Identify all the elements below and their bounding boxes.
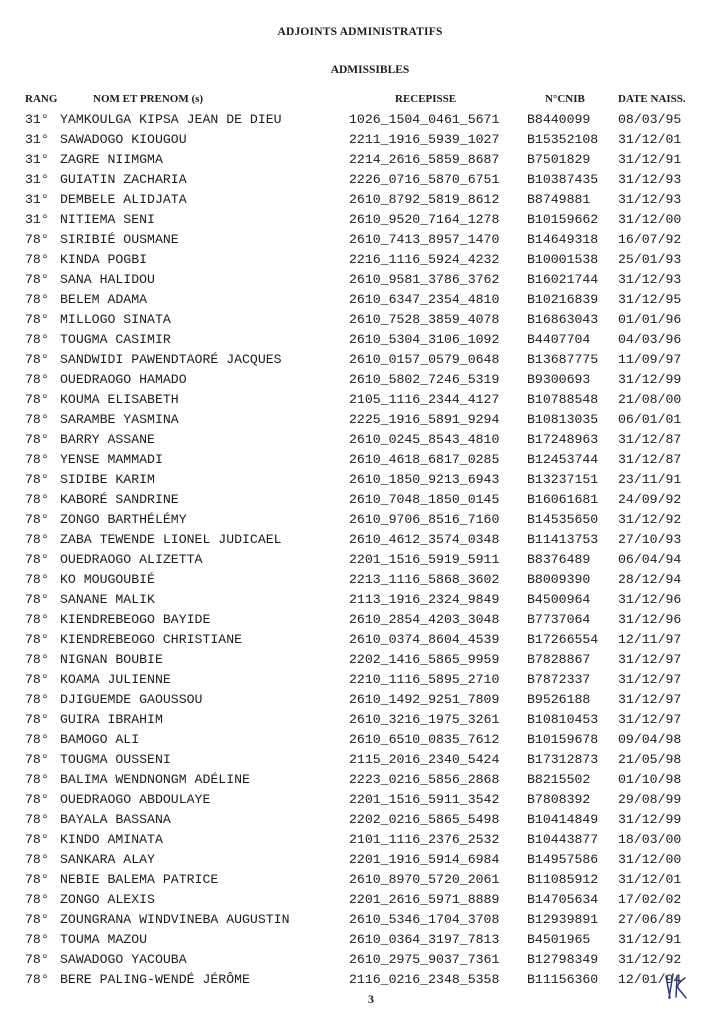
row-receipt: 2610_2975_9037_7361 [349,952,500,967]
row-birth-date: 16/07/92 [618,232,682,247]
row-name: SIRIBIÉ OUSMANE [60,232,179,247]
row-receipt: 2610_6510_0835_7612 [349,732,500,747]
row-cnib: B13687775 [527,352,599,367]
row-name: BAMOGO ALI [60,732,140,747]
row-birth-date: 28/12/94 [618,572,682,587]
row-rank: 31° [25,152,49,167]
table-row [0,630,720,650]
row-name: ZOUNGRANA WINDVINEBA AUGUSTIN [60,912,290,927]
row-birth-date: 01/10/98 [618,772,682,787]
row-cnib: B10001538 [527,252,599,267]
row-cnib: B8215502 [527,772,591,787]
row-receipt: 2113_1916_2324_9849 [349,592,500,607]
row-receipt: 2225_1916_5891_9294 [349,412,500,427]
row-birth-date: 31/12/87 [618,452,682,467]
row-name: BALIMA WENDNONGM ADÉLINE [60,772,250,787]
row-birth-date: 31/12/91 [618,152,682,167]
table-row [0,850,720,870]
table-row [0,450,720,470]
row-rank: 78° [25,852,49,867]
row-name: KINDA POGBI [60,252,148,267]
row-receipt: 2610_9520_7164_1278 [349,212,500,227]
row-birth-date: 11/09/97 [618,352,682,367]
table-row [0,730,720,750]
table-row [0,370,720,390]
row-birth-date: 21/05/98 [618,752,682,767]
row-name: KIENDREBEOGO BAYIDE [60,612,211,627]
table-row [0,610,720,630]
column-header-date: DATE NAISS. [618,93,686,105]
table-row [0,550,720,570]
row-rank: 78° [25,432,49,447]
row-birth-date: 31/12/93 [618,192,682,207]
row-name: DJIGUEMDE GAOUSSOU [60,692,203,707]
table-row [0,510,720,530]
row-cnib: B17248963 [527,432,599,447]
row-birth-date: 31/12/97 [618,692,682,707]
row-name: MILLOGO SINATA [60,312,171,327]
row-receipt: 2101_1116_2376_2532 [349,832,500,847]
row-receipt: 2610_0364_3197_7813 [349,932,500,947]
row-name: ZAGRE NIIMGMA [60,152,163,167]
row-cnib: B4407704 [527,332,591,347]
row-rank: 78° [25,272,49,287]
row-birth-date: 31/12/93 [618,172,682,187]
row-cnib: B10216839 [527,292,599,307]
row-receipt: 2211_1916_5939_1027 [349,132,500,147]
row-birth-date: 31/12/00 [618,852,682,867]
table-row [0,830,720,850]
row-cnib: B10443877 [527,832,599,847]
row-cnib: B16021744 [527,272,599,287]
row-cnib: B10159678 [527,732,599,747]
column-header-cnib: N°CNIB [545,93,585,105]
column-header-rang: RANG [25,93,58,105]
row-name: KO MOUGOUBIÉ [60,572,155,587]
row-name: SANA HALIDOU [60,272,155,287]
row-cnib: B10414849 [527,812,599,827]
row-receipt: 2610_7048_1850_0145 [349,492,500,507]
row-birth-date: 04/03/96 [618,332,682,347]
row-receipt: 2105_1116_2344_4127 [349,392,500,407]
row-cnib: B7808392 [527,792,591,807]
row-rank: 78° [25,892,49,907]
row-cnib: B14649318 [527,232,599,247]
table-row [0,970,720,990]
row-rank: 78° [25,352,49,367]
row-birth-date: 31/12/99 [618,372,682,387]
row-name: ZONGO BARTHÉLÉMY [60,512,187,527]
row-birth-date: 31/12/92 [618,512,682,527]
row-birth-date: 31/12/96 [618,592,682,607]
row-birth-date: 08/03/95 [618,112,682,127]
row-cnib: B10813035 [527,412,599,427]
row-name: GUIATIN ZACHARIA [60,172,187,187]
table-row [0,710,720,730]
row-cnib: B7828867 [527,652,591,667]
column-header-nom: NOM ET PRENOM (s) [93,93,204,105]
row-name: TOUGMA OUSSENI [60,752,171,767]
table-row [0,310,720,330]
row-cnib: B9526188 [527,692,591,707]
row-name: OUEDRAOGO ABDOULAYE [60,792,211,807]
row-rank: 78° [25,452,49,467]
row-receipt: 2610_4618_6817_0285 [349,452,500,467]
row-receipt: 2610_9706_8516_7160 [349,512,500,527]
table-row [0,410,720,430]
table-row [0,270,720,290]
row-name: KOUMA ELISABETH [60,392,179,407]
row-rank: 31° [25,112,49,127]
row-birth-date: 23/11/91 [618,472,682,487]
row-rank: 78° [25,372,49,387]
row-cnib: B13237151 [527,472,599,487]
row-birth-date: 31/12/01 [618,872,682,887]
row-rank: 31° [25,212,49,227]
row-receipt: 2201_1516_5919_5911 [349,552,500,567]
row-name: OUEDRAOGO ALIZETTA [60,552,203,567]
row-rank: 78° [25,572,49,587]
row-receipt: 2610_2854_4203_3048 [349,612,500,627]
table-row [0,330,720,350]
row-rank: 78° [25,512,49,527]
row-cnib: B16863043 [527,312,599,327]
row-rank: 78° [25,392,49,407]
row-name: ZONGO ALEXIS [60,892,155,907]
row-rank: 78° [25,532,49,547]
row-cnib: B14957586 [527,852,599,867]
table-row [0,750,720,770]
row-name: NEBIE BALEMA PATRICE [60,872,219,887]
row-cnib: B11085912 [527,872,599,887]
row-cnib: B4500964 [527,592,591,607]
row-name: SANKARA ALAY [60,852,155,867]
table-row [0,770,720,790]
row-rank: 78° [25,292,49,307]
row-rank: 78° [25,312,49,327]
row-receipt: 2201_1916_5914_6984 [349,852,500,867]
row-receipt: 2116_0216_2348_5358 [349,972,500,987]
row-birth-date: 27/10/93 [618,532,682,547]
row-rank: 78° [25,952,49,967]
row-rank: 31° [25,172,49,187]
candidates-table [0,110,720,990]
row-name: BERE PALING-WENDÉ JÉRÔME [60,972,250,987]
row-name: SANDWIDI PAWENDTAORÉ JACQUES [60,352,282,367]
row-name: OUEDRAOGO HAMADO [60,372,187,387]
row-cnib: B11413753 [527,532,599,547]
row-rank: 78° [25,732,49,747]
row-cnib: B16061681 [527,492,599,507]
row-birth-date: 12/01/94 [618,972,682,987]
row-name: SANANE MALIK [60,592,155,607]
row-birth-date: 29/08/99 [618,792,682,807]
row-name: DEMBELE ALIDJATA [60,192,187,207]
row-receipt: 2610_6347_2354_4810 [349,292,500,307]
table-row [0,530,720,550]
row-name: KOAMA JULIENNE [60,672,171,687]
row-rank: 78° [25,752,49,767]
row-rank: 78° [25,632,49,647]
row-cnib: B10387435 [527,172,599,187]
table-row [0,890,720,910]
table-row [0,950,720,970]
row-birth-date: 31/12/91 [618,932,682,947]
row-cnib: B10788548 [527,392,599,407]
row-cnib: B11156360 [527,972,599,987]
row-receipt: 2610_5304_3106_1092 [349,332,500,347]
row-receipt: 2223_0216_5856_2868 [349,772,500,787]
row-birth-date: 12/11/97 [618,632,682,647]
row-name: GUIRA IBRAHIM [60,712,163,727]
table-row [0,590,720,610]
row-cnib: B12939891 [527,912,599,927]
row-rank: 78° [25,932,49,947]
row-name: KIENDREBEOGO CHRISTIANE [60,632,243,647]
column-header-recepisse: RECEPISSE [395,93,457,105]
row-birth-date: 25/01/93 [618,252,682,267]
row-cnib: B9300693 [527,372,591,387]
row-rank: 31° [25,132,49,147]
row-receipt: 2610_0245_8543_4810 [349,432,500,447]
row-cnib: B12453744 [527,452,599,467]
row-receipt: 2115_2016_2340_5424 [349,752,500,767]
table-row [0,350,720,370]
row-rank: 78° [25,672,49,687]
row-receipt: 2610_0157_0579_0648 [349,352,500,367]
row-receipt: 2610_8970_5720_2061 [349,872,500,887]
row-rank: 78° [25,792,49,807]
row-name: SAWADOGO YACOUBA [60,952,187,967]
row-receipt: 2610_7413_8957_1470 [349,232,500,247]
row-receipt: 2201_2616_5971_8889 [349,892,500,907]
row-name: NIGNAN BOUBIE [60,652,163,667]
row-receipt: 2610_7528_3859_4078 [349,312,500,327]
row-name: SARAMBE YASMINA [60,412,179,427]
row-birth-date: 31/12/97 [618,672,682,687]
row-birth-date: 31/12/92 [618,952,682,967]
row-cnib: B12798349 [527,952,599,967]
row-cnib: B14705634 [527,892,599,907]
table-row [0,670,720,690]
row-receipt: 2226_0716_5870_6751 [349,172,500,187]
row-receipt: 2210_1116_5895_2710 [349,672,500,687]
row-rank: 78° [25,332,49,347]
row-name: SIDIBE KARIM [60,472,155,487]
row-rank: 78° [25,652,49,667]
row-receipt: 2202_0216_5865_5498 [349,812,500,827]
table-row [0,810,720,830]
row-birth-date: 31/12/97 [618,712,682,727]
row-rank: 78° [25,252,49,267]
row-birth-date: 31/12/00 [618,212,682,227]
row-cnib: B17266554 [527,632,599,647]
row-cnib: B10159662 [527,212,599,227]
handwritten-initials [663,970,689,1004]
row-birth-date: 31/12/87 [618,432,682,447]
row-rank: 78° [25,712,49,727]
row-rank: 78° [25,972,49,987]
row-rank: 78° [25,552,49,567]
table-row [0,790,720,810]
table-row [0,910,720,930]
row-birth-date: 17/02/02 [618,892,682,907]
row-receipt: 2610_4612_3574_0348 [349,532,500,547]
row-birth-date: 31/12/99 [618,812,682,827]
row-cnib: B15352108 [527,132,599,147]
row-cnib: B8376489 [527,552,591,567]
row-rank: 78° [25,492,49,507]
row-name: NITIEMA SENI [60,212,155,227]
row-cnib: B4501965 [527,932,591,947]
table-row [0,170,720,190]
row-birth-date: 06/04/94 [618,552,682,567]
row-cnib: B7501829 [527,152,591,167]
row-cnib: B8009390 [527,572,591,587]
row-receipt: 2610_9581_3786_3762 [349,272,500,287]
row-name: KINDO AMINATA [60,832,163,847]
page-number: 3 [368,992,374,1006]
row-receipt: 2610_1850_9213_6943 [349,472,500,487]
row-birth-date: 31/12/01 [618,132,682,147]
row-birth-date: 18/03/00 [618,832,682,847]
row-name: KABORÉ SANDRINE [60,492,179,507]
row-cnib: B17312873 [527,752,599,767]
row-birth-date: 21/08/00 [618,392,682,407]
row-birth-date: 06/01/01 [618,412,682,427]
row-rank: 78° [25,472,49,487]
row-receipt: 2610_3216_1975_3261 [349,712,500,727]
row-name: TOUGMA CASIMIR [60,332,171,347]
table-row [0,930,720,950]
row-rank: 78° [25,232,49,247]
row-name: BARRY ASSANE [60,432,155,447]
table-row [0,690,720,710]
table-row [0,490,720,510]
document-subtitle: ADMISSIBLES [330,64,410,76]
table-row [0,870,720,890]
row-birth-date: 31/12/95 [618,292,682,307]
table-row [0,230,720,250]
table-row [0,150,720,170]
row-birth-date: 27/06/89 [618,912,682,927]
row-cnib: B7737064 [527,612,591,627]
table-row [0,470,720,490]
row-receipt: 2202_1416_5865_9959 [349,652,500,667]
row-receipt: 1026_1504_0461_5671 [349,112,500,127]
row-name: ZABA TEWENDE LIONEL JUDICAEL [60,532,282,547]
table-row [0,290,720,310]
row-receipt: 2216_1116_5924_4232 [349,252,500,267]
table-row [0,250,720,270]
row-name: BAYALA BASSANA [60,812,171,827]
table-row [0,650,720,670]
row-cnib: B7872337 [527,672,591,687]
row-name: TOUMA MAZOU [60,932,148,947]
document-title: ADJOINTS ADMINISTRATIFS [277,26,443,38]
row-birth-date: 31/12/96 [618,612,682,627]
row-rank: 31° [25,192,49,207]
row-receipt: 2610_1492_9251_7809 [349,692,500,707]
table-row [0,110,720,130]
row-cnib: B8440099 [527,112,591,127]
row-receipt: 2610_0374_8604_4539 [349,632,500,647]
row-birth-date: 31/12/97 [618,652,682,667]
row-receipt: 2214_2616_5859_8687 [349,152,500,167]
table-row [0,130,720,150]
row-receipt: 2610_5346_1704_3708 [349,912,500,927]
row-name: YAMKOULGA KIPSA JEAN DE DIEU [60,112,282,127]
row-cnib: B14535650 [527,512,599,527]
row-rank: 78° [25,832,49,847]
table-row [0,570,720,590]
row-receipt: 2213_1116_5868_3602 [349,572,500,587]
table-row [0,190,720,210]
row-name: YENSE MAMMADI [60,452,163,467]
row-name: SAWADOGO KIOUGOU [60,132,187,147]
table-row [0,210,720,230]
row-name: BELEM ADAMA [60,292,148,307]
row-cnib: B10810453 [527,712,599,727]
row-receipt: 2610_5802_7246_5319 [349,372,500,387]
table-row [0,430,720,450]
row-birth-date: 24/09/92 [618,492,682,507]
table-row [0,390,720,410]
row-birth-date: 01/01/96 [618,312,682,327]
row-cnib: B8749881 [527,192,591,207]
row-birth-date: 09/04/98 [618,732,682,747]
row-rank: 78° [25,812,49,827]
row-rank: 78° [25,612,49,627]
row-rank: 78° [25,592,49,607]
row-rank: 78° [25,872,49,887]
row-receipt: 2201_1516_5911_3542 [349,792,500,807]
row-rank: 78° [25,412,49,427]
row-birth-date: 31/12/93 [618,272,682,287]
row-receipt: 2610_8792_5819_8612 [349,192,500,207]
row-rank: 78° [25,912,49,927]
row-rank: 78° [25,772,49,787]
row-rank: 78° [25,692,49,707]
